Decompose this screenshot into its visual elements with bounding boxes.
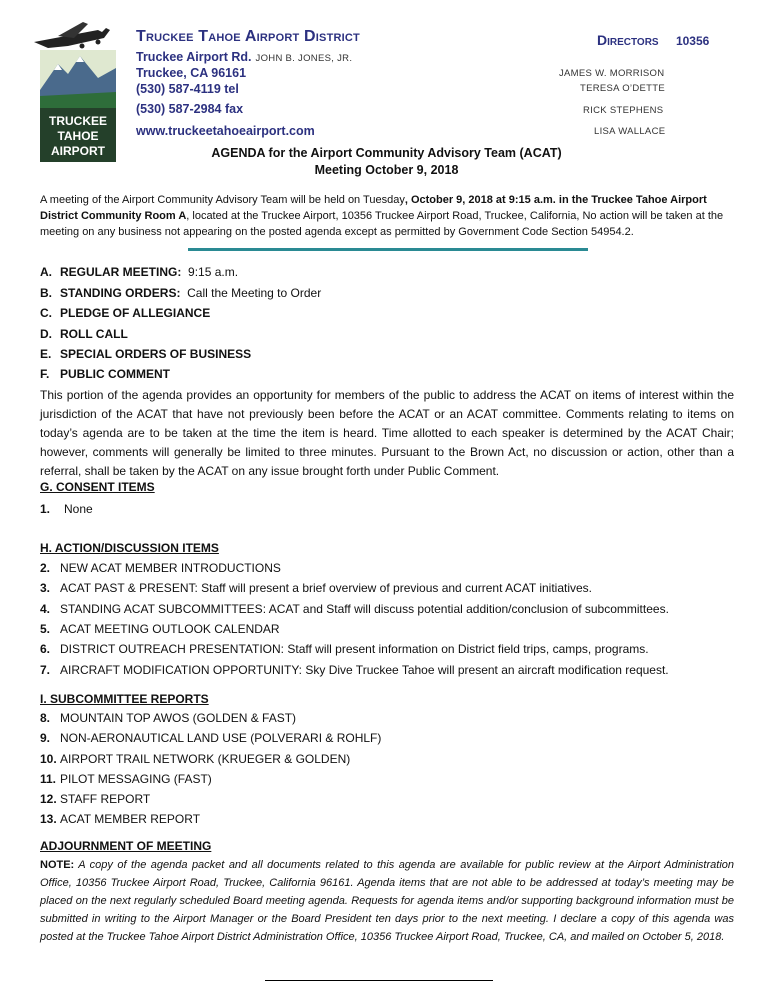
director-name: JAMES W. MORRISON	[559, 68, 665, 79]
action-item: 3. ACAT PAST & PRESENT: Staff will present a brief overview of previous and current ACAT initiatives.	[40, 581, 593, 595]
subcommittee-heading: I. SUBCOMMITTEE REPORTS	[40, 692, 209, 706]
website-link[interactable]: www.truckeetahoeairport.com	[136, 124, 315, 138]
action-item: 7. AIRCRAFT MODIFICATION OPPORTUNITY: Sky Dive Truckee Tahoe will present an aircraft modification request.	[40, 663, 669, 677]
agenda-item-a: A. REGULAR MEETING: 9:15 a.m.	[40, 265, 239, 279]
intro-paragraph	[40, 192, 734, 240]
subcommittee-item: 10. AIRPORT TRAIL NETWORK (KRUEGER & GOLDEN)	[40, 752, 351, 766]
logo-text-3: AIRPORT	[51, 144, 105, 158]
adjournment-heading: ADJOURNMENT OF MEETING	[40, 839, 212, 853]
intro-text: A meeting of the Airport Community Advisory Team will be held on Tuesday	[40, 194, 405, 206]
consent-heading: G. CONSENT ITEMS	[40, 480, 155, 494]
directors-label: Directors	[597, 32, 659, 48]
agenda-item-c: C. PLEDGE OF ALLEGIANCE	[40, 306, 211, 320]
note-label: NOTE:	[40, 859, 75, 871]
phone-number: (530) 587-4119 tel	[136, 82, 239, 96]
subcommittee-item: 11. PILOT MESSAGING (FAST)	[40, 772, 212, 786]
consent-item: 1. None	[40, 502, 93, 516]
subcommittee-item: 12. STAFF REPORT	[40, 792, 151, 806]
logo-text-2: TAHOE	[57, 129, 99, 143]
signature-line	[265, 980, 493, 981]
meeting-date: Meeting October 9, 2018	[314, 163, 459, 177]
note-paragraph	[40, 856, 734, 946]
intro-text: , located at the Truckee Airport, 10356 Truckee Airport Road, Truckee, California, No action will be taken at the meeting on any business not appearing on the posted agenda except as permitted by Government Code Section 54954.2.	[40, 210, 724, 238]
fax-number: (530) 587-2984 fax	[136, 102, 244, 116]
agenda-item-f: F. PUBLIC COMMENT	[40, 367, 170, 381]
district-name: Truckee Tahoe Airport District	[136, 28, 360, 45]
director-name: RICK STEPHENS	[583, 105, 664, 116]
agenda-item-d: D. ROLL CALL	[40, 327, 128, 341]
subcommittee-item: 9. NON-AERONAUTICAL LAND USE (POLVERARI & ROHLF)	[40, 731, 382, 745]
agenda-title: AGENDA for the Airport Community Advisory Team (ACAT)	[211, 146, 562, 160]
agenda-item-e: E. SPECIAL ORDERS OF BUSINESS	[40, 347, 252, 361]
note-text: A copy of the agenda packet and all documents related to this agenda are available for public review at the Airport Administration Office, 10356 Truckee Airport Road, Truckee, California 96161. Agenda items that are not able to be addressed at today’s meeting may be placed on the next regularly scheduled Board meeting agenda. Requests for agenda items and/or supporting background information must be submitted in writing to the Airport Manager or the Board President ten days prior to the next meeting. I declare a copy of this agenda was posted at the Truckee Tahoe Airport District Administration Office, 10356 Truckee Airport Road, Truckee, CA, and mailed on October 5, 2018.	[40, 859, 734, 943]
agenda-item-b: B. STANDING ORDERS: Call the Meeting to Order	[40, 286, 322, 300]
intro-bold-text: , October 9, 2018 at 9:15 a.m. in the Truckee Tahoe Airport District Community Room A	[40, 194, 707, 222]
director-name: JOHN B. JONES, JR.	[255, 53, 353, 64]
logo-text-1: TRUCKEE	[48, 114, 108, 128]
action-item: 6. DISTRICT OUTREACH PRESENTATION: Staff will present information on District field trips, camps, programs.	[40, 642, 649, 656]
divider	[188, 248, 588, 251]
action-item: 2. NEW ACAT MEMBER INTRODUCTIONS	[40, 561, 281, 575]
directors-number: 10356	[675, 34, 710, 48]
address-line-1: Truckee Airport Rd.	[136, 50, 252, 64]
subcommittee-item: 13. ACAT MEMBER REPORT	[40, 812, 201, 826]
director-name: LISA WALLACE	[594, 126, 666, 137]
address-line-2: Truckee, CA 96161	[136, 66, 247, 80]
subcommittee-item: 8. MOUNTAIN TOP AWOS (GOLDEN & FAST)	[40, 711, 297, 725]
directors-heading	[597, 32, 709, 48]
action-heading: H. ACTION/DISCUSSION ITEMS	[40, 541, 219, 555]
public-comment-text: This portion of the agenda provides an opportunity for members of the public to address the ACAT on items of interest within the jurisdiction of the ACAT that have not previously been before the ACAT or an ACAT committee. Comments relating to items on today’s agenda are to be taken at the time the item is heard. Time allotted to each speaker is determined by the ACAT Chair; however, comments will generally be limited to three minutes. Pursuant to the Brown Act, no discussion or action, other than a referral, shall be taken by the ACAT on any issue brought forth under Public Comment.	[40, 388, 734, 478]
action-item: 5. ACAT MEETING OUTLOOK CALENDAR	[40, 622, 280, 636]
action-item: 4. STANDING ACAT SUBCOMMITTEES: ACAT and Staff will discuss potential addition/conclusion of subcommittees.	[40, 602, 669, 616]
director-name: TERESA O’DETTE	[580, 83, 665, 94]
